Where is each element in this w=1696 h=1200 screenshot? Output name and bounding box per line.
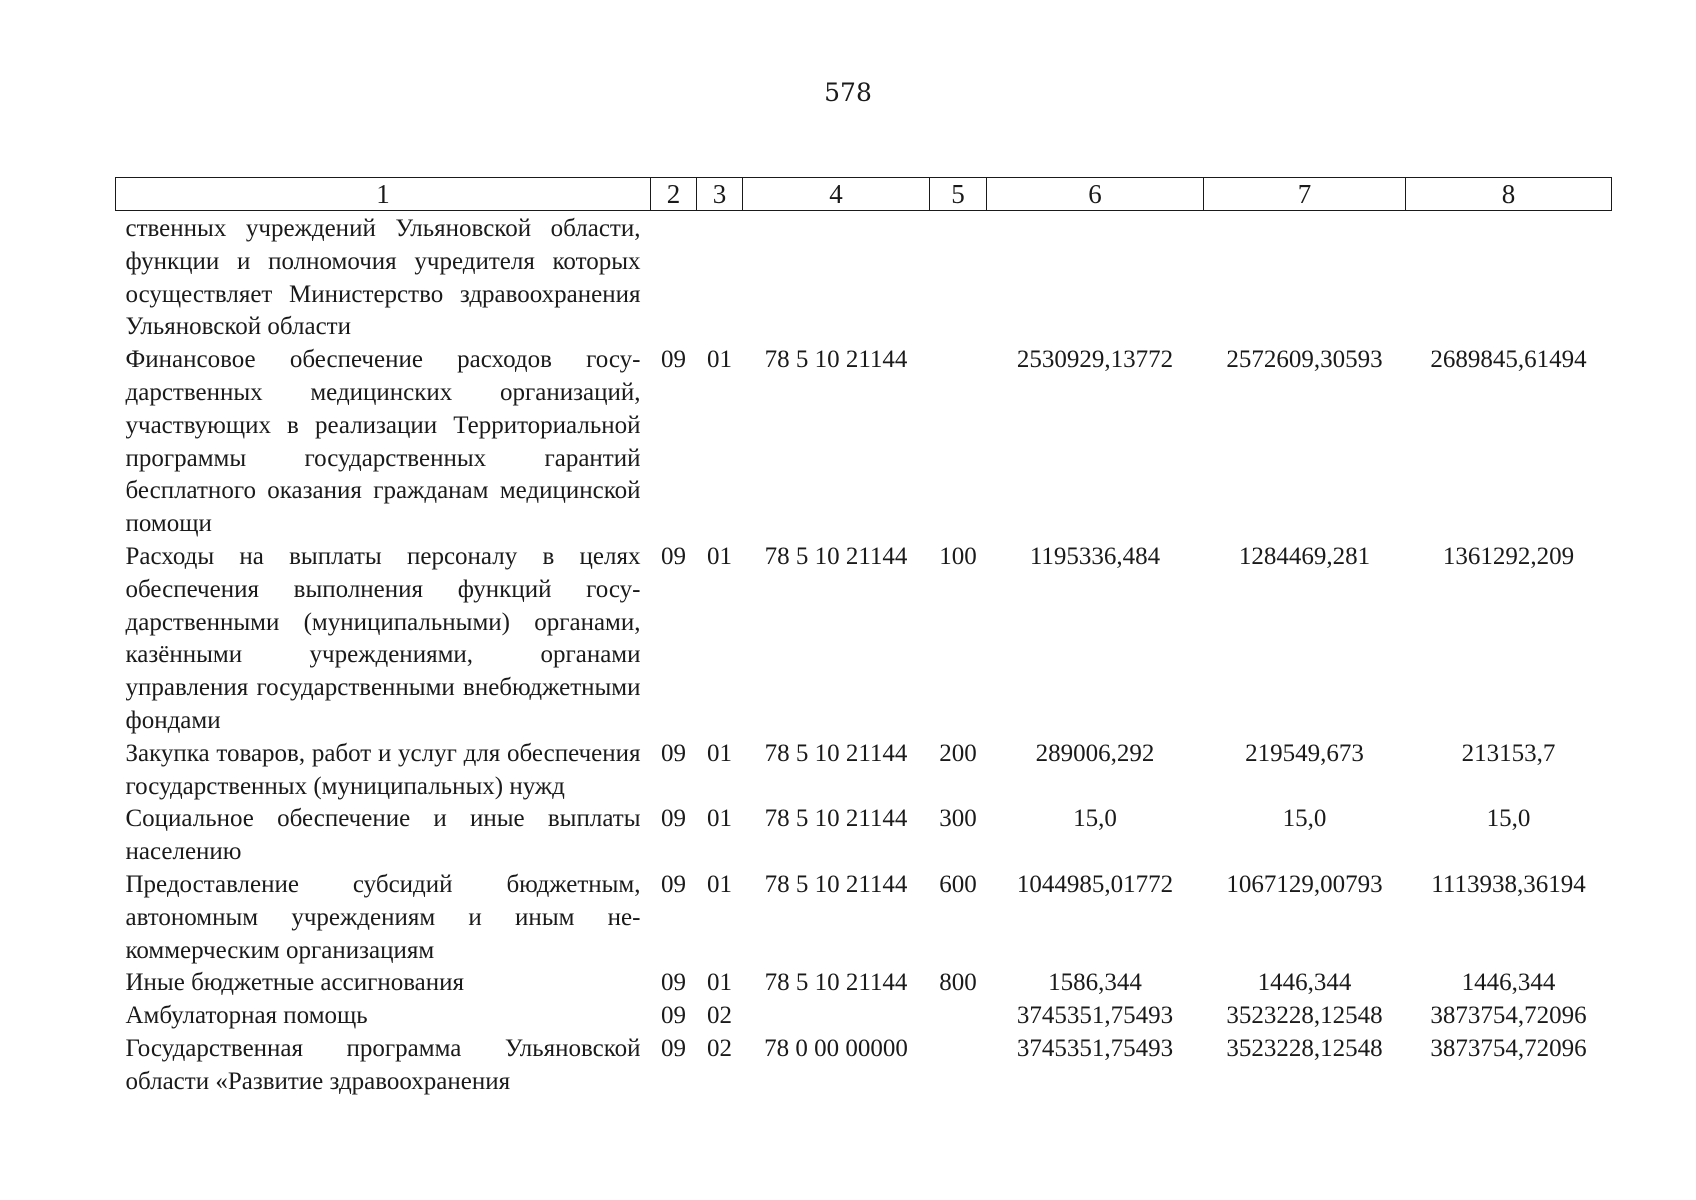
row-section: 09: [661, 542, 686, 570]
row-value-6: 1586,344: [1048, 969, 1142, 997]
row-target-code: 78 5 10 21144: [764, 969, 908, 997]
row-value-6: [987, 211, 1204, 345]
row-value-7: 3523228,12548: [1226, 1034, 1383, 1062]
table-header: [116, 178, 1612, 211]
row-description: Расходы на выплаты персоналу в целях обеспечения выполнения функций государственными (муниципальными) органами, казёнными учреждениями, органами управления государственными внебюджетными фондами: [125, 542, 641, 734]
row-value-8: 2689845,61494: [1430, 346, 1587, 374]
header-col-4: 4: [743, 178, 930, 211]
row-value-7: 1067129,00793: [1226, 870, 1383, 898]
row-subsection: 01: [707, 969, 732, 997]
row-expense-type: 200: [939, 739, 977, 767]
row-section: 09: [661, 969, 686, 997]
row-description: Иные бюджетные ассигнования: [125, 969, 465, 997]
row-value-7: 219549,673: [1245, 739, 1364, 767]
row-section: 09: [661, 805, 686, 833]
row-expense-type: 600: [939, 870, 977, 898]
row-target-code: 78 0 00 00000: [764, 1034, 908, 1062]
row-section: [651, 211, 697, 345]
row-subsection: 01: [707, 739, 732, 767]
row-section: 09: [661, 346, 686, 374]
row-expense-type: [930, 211, 987, 345]
row-description: ственных учреждений Ульяновской области, функции и полномочия учредителя которых осуществляет Министерство здравоохранения Ульяновской области: [125, 215, 641, 341]
row-description: Социальное обеспечение и иные выплаты населению: [125, 805, 641, 866]
row-description: Закупка товаров, работ и услуг для обеспечения государственных (муниципальных) нужд: [125, 739, 641, 800]
row-section: 09: [661, 870, 686, 898]
row-value-8: 1113938,36194: [1431, 870, 1586, 898]
row-subsection: 02: [707, 1002, 732, 1030]
row-section: 09: [661, 1034, 686, 1062]
row-description: Амбулаторная помощь: [125, 1002, 368, 1030]
row-value-8: 213153,7: [1461, 739, 1556, 767]
row-target-code: [743, 1000, 930, 1033]
table-row: [116, 344, 1612, 541]
table-body: [116, 211, 1612, 1099]
row-expense-type: 100: [939, 542, 977, 570]
row-target-code: 78 5 10 21144: [764, 805, 908, 833]
row-expense-type: [930, 1033, 987, 1099]
row-description: Предоставление субсидий бюджетным, автономным учреждениям и иным некоммерческим организациям: [125, 870, 641, 964]
header-col-8: 8: [1406, 178, 1612, 211]
header-col-5: 5: [930, 178, 987, 211]
row-description: Государственная программа Ульяновской области «Развитие здравоохранения: [125, 1034, 641, 1095]
table-row: [116, 967, 1612, 1000]
header-col-1: 1: [116, 178, 651, 211]
row-expense-type: [930, 344, 987, 541]
row-value-7: [1204, 211, 1406, 345]
row-expense-type: 300: [939, 805, 977, 833]
row-target-code: [743, 211, 930, 345]
row-subsection: 02: [707, 1034, 732, 1062]
row-value-7: 15,0: [1282, 805, 1327, 833]
table-row: [116, 211, 1612, 345]
row-value-6: 3745351,75493: [1016, 1002, 1174, 1030]
table-row: [116, 1033, 1612, 1099]
row-value-7: 3523228,12548: [1226, 1002, 1383, 1030]
row-value-6: 3745351,75493: [1016, 1034, 1174, 1062]
row-value-6: 1044985,01772: [1016, 870, 1174, 898]
row-value-8: 1361292,209: [1442, 542, 1575, 570]
row-description: Финансовое обеспечение расходов государственных медицинских организаций, участвующих в реализации Территориальной программы государственных гарантий бесплатного оказания гражданам медицинской помощи: [125, 346, 641, 538]
header-col-6: 6: [987, 178, 1204, 211]
row-subsection: 01: [707, 805, 732, 833]
header-col-3: 3: [697, 178, 743, 211]
table-row: [116, 803, 1612, 869]
table-row: [116, 869, 1612, 967]
header-col-7: 7: [1204, 178, 1406, 211]
row-target-code: 78 5 10 21144: [764, 542, 908, 570]
row-value-8: 3873754,72096: [1430, 1034, 1587, 1062]
row-target-code: 78 5 10 21144: [764, 739, 908, 767]
row-value-7: 2572609,30593: [1226, 346, 1383, 374]
row-subsection: 01: [707, 870, 732, 898]
row-value-6: 2530929,13772: [1016, 346, 1174, 374]
row-value-6: 15,0: [1073, 805, 1117, 833]
row-subsection: [697, 211, 743, 345]
row-value-7: 1284469,281: [1238, 542, 1371, 570]
row-expense-type: 800: [939, 969, 977, 997]
table-row: [116, 541, 1612, 738]
row-subsection: 01: [707, 542, 732, 570]
budget-table: [115, 177, 1612, 1099]
row-value-8: 3873754,72096: [1430, 1002, 1587, 1030]
row-value-8: [1406, 211, 1612, 345]
row-target-code: 78 5 10 21144: [764, 346, 908, 374]
row-expense-type: [930, 1000, 987, 1033]
page-number: 578: [824, 78, 872, 107]
row-section: 09: [661, 739, 686, 767]
row-value-6: 289006,292: [1035, 739, 1155, 767]
row-section: 09: [661, 1002, 686, 1030]
row-subsection: 01: [707, 346, 732, 374]
table-row: [116, 1000, 1612, 1033]
row-value-8: 1446,344: [1461, 969, 1556, 997]
row-target-code: 78 5 10 21144: [764, 870, 908, 898]
header-row: [116, 178, 1612, 211]
row-value-7: 1446,344: [1257, 969, 1352, 997]
row-value-8: 15,0: [1486, 805, 1531, 833]
row-value-6: 1195336,484: [1029, 542, 1161, 570]
header-col-2: 2: [651, 178, 697, 211]
table-row: [116, 738, 1612, 804]
